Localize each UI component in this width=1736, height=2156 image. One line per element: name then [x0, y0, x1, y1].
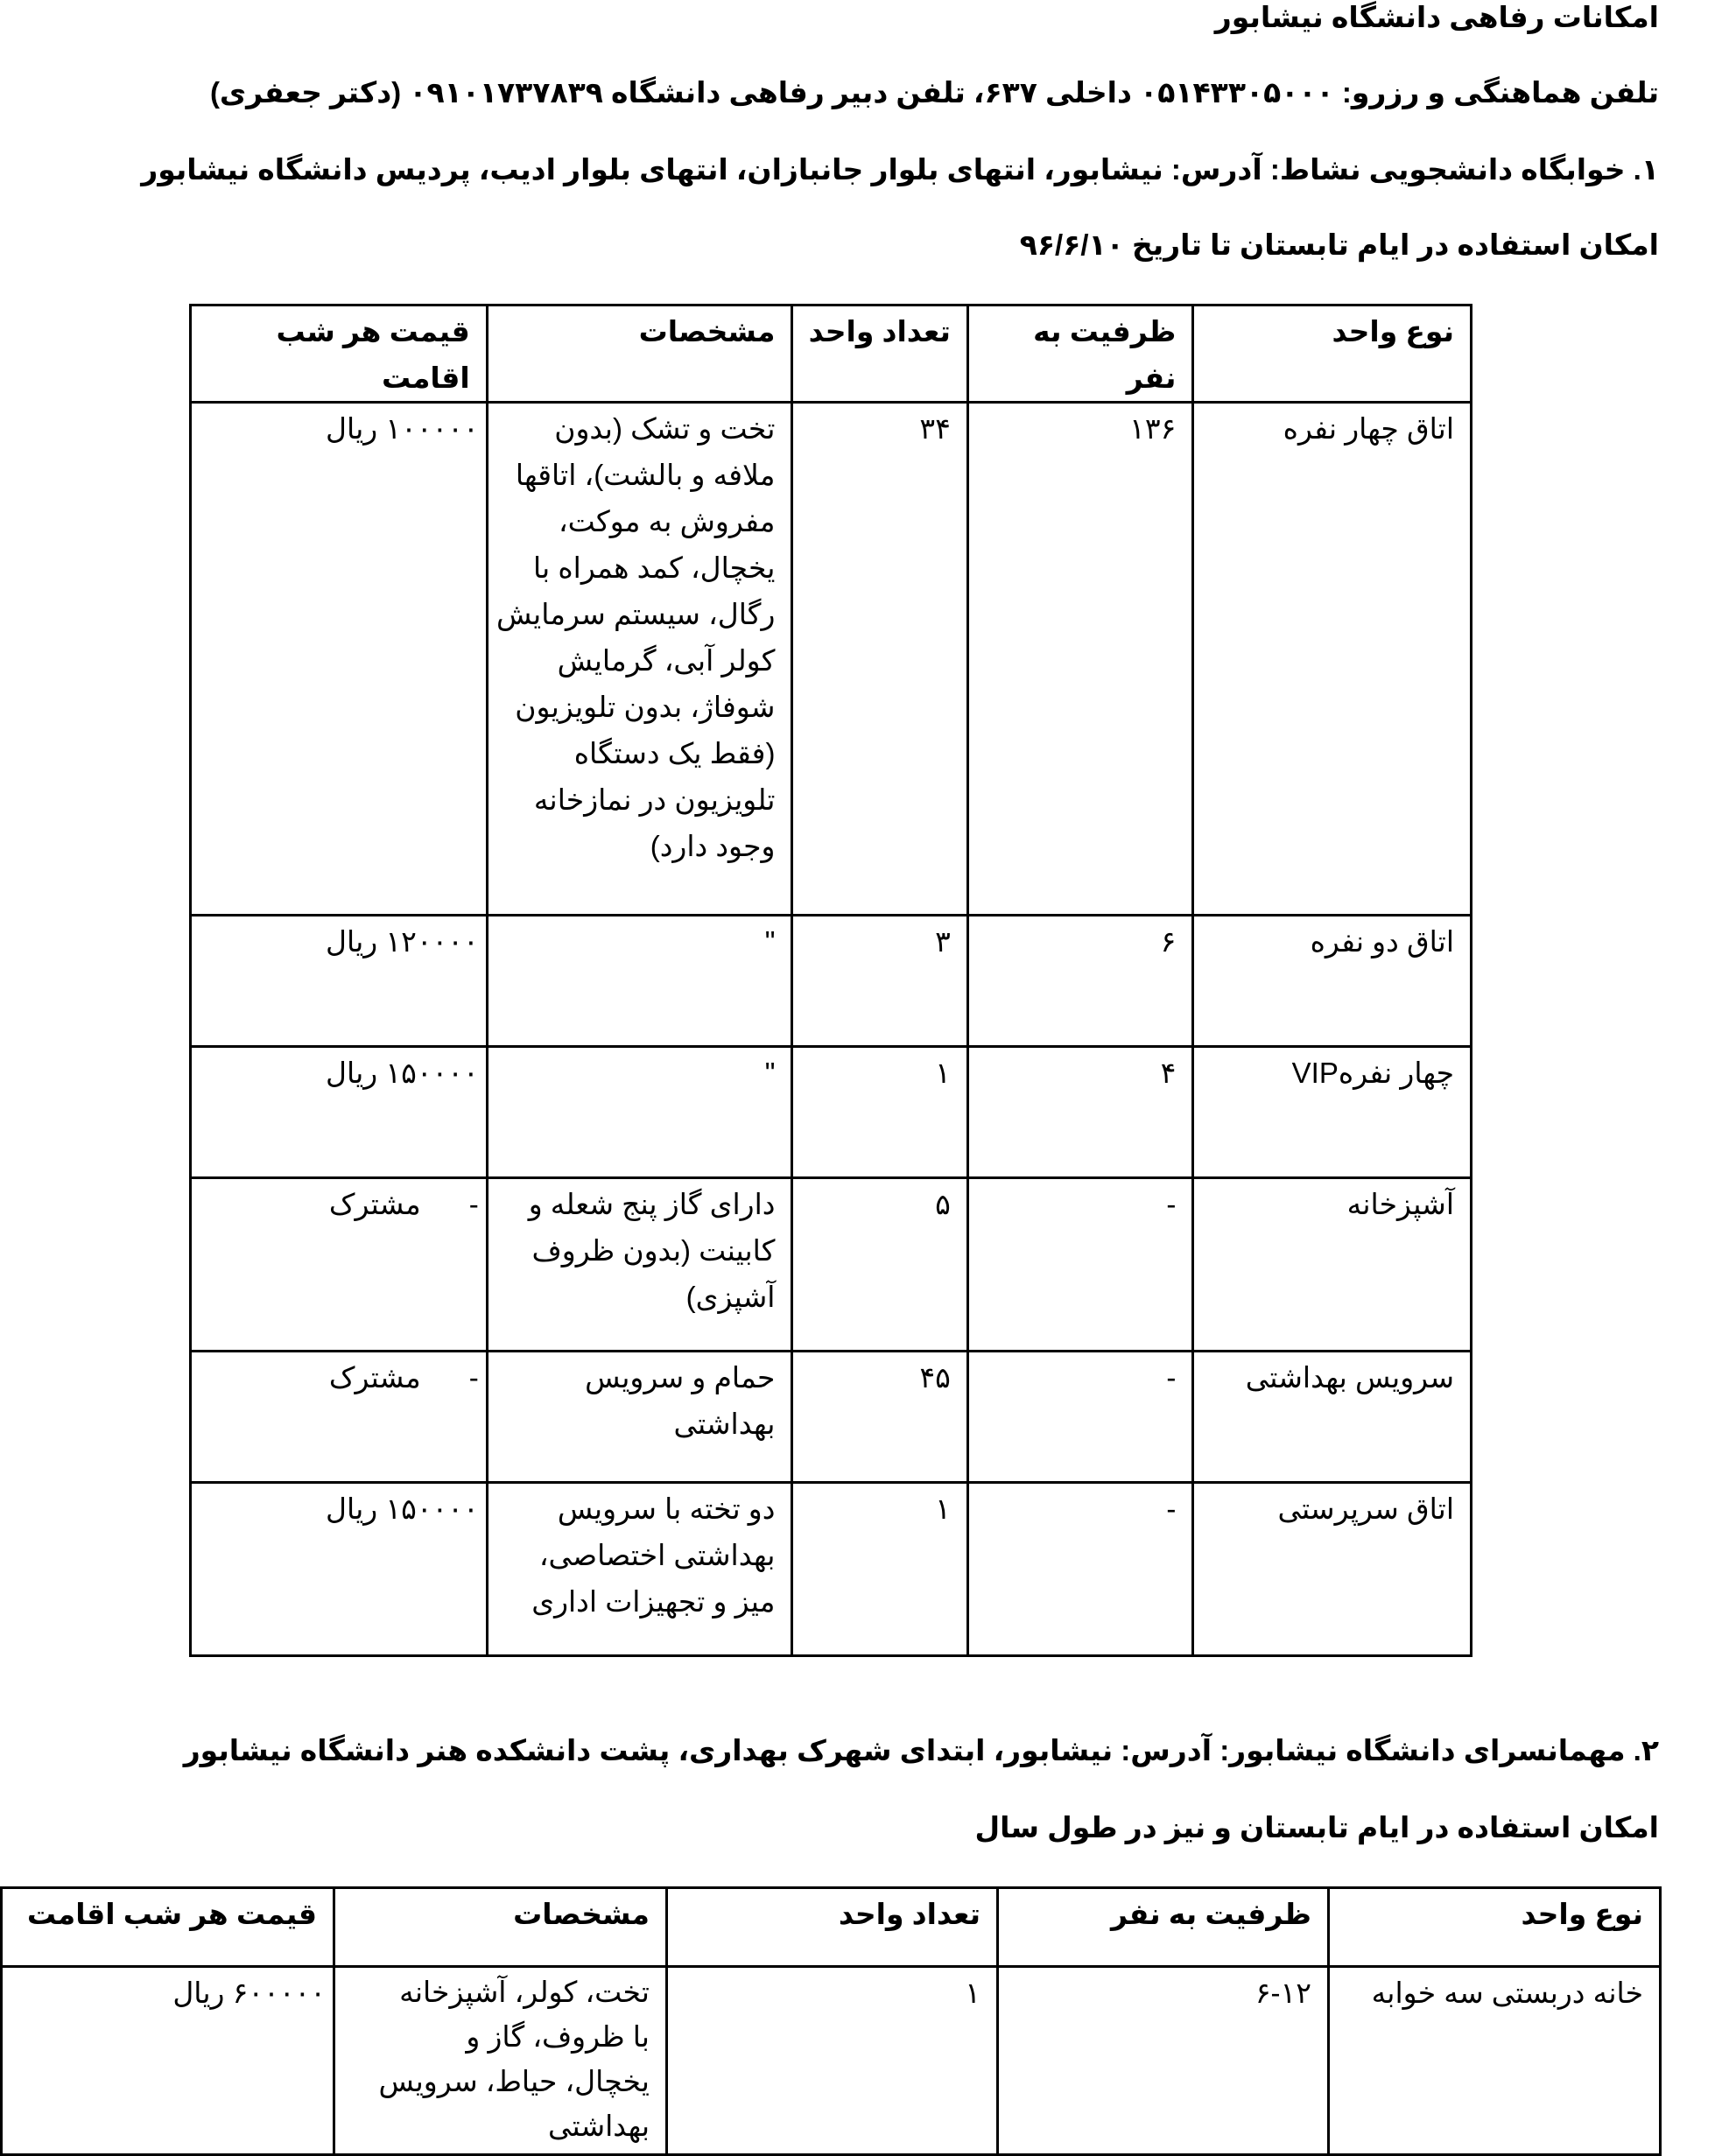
table-row	[191, 1047, 1472, 1178]
table-row	[191, 1178, 1472, 1352]
header-unit-type: نوع واحد	[1329, 1888, 1661, 1967]
unit-type: سرویس بهداشتی	[1193, 1352, 1472, 1483]
capacity: ۶	[967, 916, 1193, 1047]
unit-count: ۴۵	[792, 1352, 967, 1483]
table-header-row	[191, 305, 1472, 403]
features: تخت، کولر، آشپزخانه با ظروف، گاز و یخچال، حیاط، سرویس بهداشتی	[334, 1967, 667, 2155]
header-unit-count: تعداد واحد	[792, 305, 967, 403]
guesthouse-table	[0, 1886, 1662, 2156]
nightly-price: ۱۵۰۰۰۰ ریال	[191, 1483, 488, 1656]
features: دو تخته با سرویس بهداشتی اختصاصی، میز و تجهیزات اداری	[487, 1483, 792, 1656]
header-unit-count: تعداد واحد	[667, 1888, 998, 1967]
header-features: مشخصات	[487, 305, 792, 403]
nightly-price: ۱۵۰۰۰۰ ریال	[191, 1047, 488, 1178]
header-unit-type: نوع واحد	[1193, 305, 1472, 403]
capacity: ۴	[967, 1047, 1193, 1178]
capacity: -	[967, 1178, 1193, 1352]
table-row	[191, 916, 1472, 1047]
document-title: امکانات رفاهی دانشگاه نیشابور	[1214, 1, 1659, 33]
capacity: ۱۳۶	[967, 403, 1193, 916]
capacity: -	[967, 1483, 1193, 1656]
nightly-price: - مشترک	[191, 1352, 488, 1483]
header-capacity: ظرفیت به نفر	[967, 305, 1193, 403]
section2-availability: امکان استفاده در ایام تابستان و نیز در طول سال	[974, 1811, 1659, 1843]
section1-heading: ۱. خوابگاه دانشجویی نشاط: آدرس: نیشابور، انتهای بلوار جانبازان، انتهای بلوار ادیب، پردیس دانشگاه نیشابور	[141, 153, 1659, 186]
nightly-price: ۱۰۰۰۰۰ ریال	[191, 403, 488, 916]
unit-type: خانه دربستی سه خوابه	[1329, 1967, 1661, 2155]
features: حمام و سرویس بهداشتی	[487, 1352, 792, 1483]
table-row	[191, 1483, 1472, 1656]
nightly-price: ۶۰۰۰۰۰ ریال	[2, 1967, 334, 2155]
nightly-price: ۱۲۰۰۰۰ ریال	[191, 916, 488, 1047]
table-row	[191, 403, 1472, 916]
unit-type: VIPچهار نفره	[1193, 1047, 1472, 1178]
features: دارای گاز پنج شعله و کابینت (بدون ظروف آشپزی)	[487, 1178, 792, 1352]
features: تخت و تشک (بدون ملافه و بالشت)، اتاقها مفروش به موکت، یخچال، کمد همراه با رگال، سیستم سرمایش کولر آبی، گرمایش شوفاژ، بدون تلویزیون (فقط یک دستگاه تلویزیون در نمازخانه وجود دارد)	[487, 403, 792, 916]
unit-count: ۵	[792, 1178, 967, 1352]
unit-type: اتاق دو نفره	[1193, 916, 1472, 1047]
unit-count: ۱	[792, 1483, 967, 1656]
unit-type: اتاق چهار نفره	[1193, 403, 1472, 916]
nightly-price: - مشترک	[191, 1178, 488, 1352]
capacity: -	[967, 1352, 1193, 1483]
table-row	[191, 1352, 1472, 1483]
table-header-row	[2, 1888, 1661, 1967]
unit-count: ۱	[792, 1047, 967, 1178]
dormitory-table	[189, 304, 1472, 1657]
header-capacity: ظرفیت به نفر	[998, 1888, 1329, 1967]
header-nightly-price: قیمت هر شب اقامت	[191, 305, 488, 403]
unit-type: آشپزخانه	[1193, 1178, 1472, 1352]
table-row	[2, 1967, 1661, 2155]
unit-count: ۳	[792, 916, 967, 1047]
features: "	[487, 916, 792, 1047]
features: "	[487, 1047, 792, 1178]
header-features: مشخصات	[334, 1888, 667, 1967]
unit-type: اتاق سرپرستی	[1193, 1483, 1472, 1656]
section1-availability: امکان استفاده در ایام تابستان تا تاریخ ۹۶/۶/۱۰	[1019, 228, 1659, 261]
unit-count: ۳۴	[792, 403, 967, 916]
contact-line: تلفن هماهنگی و رزرو: ۰۵۱۴۳۳۰۵۰۰۰ داخلی ۶۳۷، تلفن دبیر رفاهی دانشگاه ۰۹۱۰۱۷۳۷۸۳۹ (دکتر جعفری)	[209, 76, 1659, 109]
header-nightly-price: قیمت هر شب اقامت	[2, 1888, 334, 1967]
capacity: ۶-۱۲	[998, 1967, 1329, 2155]
section2-heading: ۲. مهمانسرای دانشگاه نیشابور: آدرس: نیشابور، ابتدای شهرک بهداری، پشت دانشکده هنر دانشگاه نیشابور	[183, 1734, 1659, 1766]
unit-count: ۱	[667, 1967, 998, 2155]
